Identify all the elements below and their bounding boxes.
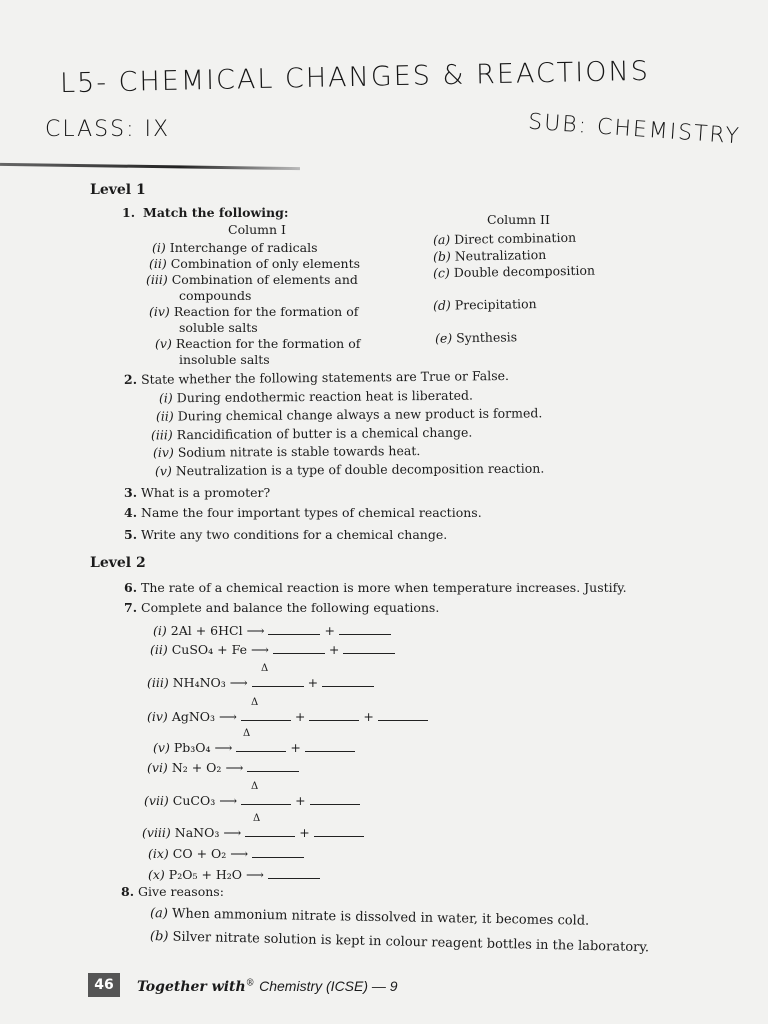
handwritten-class: CLASS: IX <box>45 117 171 142</box>
equation-row: (iii) NH₄NO₃ ⟶ + <box>147 674 374 690</box>
arrow-icon: ⟶ <box>225 760 244 775</box>
col1-row: (i) Interchange of radicals <box>152 240 318 255</box>
answer-blank[interactable] <box>309 708 359 721</box>
answer-blank[interactable] <box>236 739 286 752</box>
answer-blank[interactable] <box>241 708 291 721</box>
arrow-icon: ⟶ <box>246 623 265 638</box>
answer-blank[interactable] <box>241 792 291 805</box>
q1-number: 1. <box>122 205 136 220</box>
arrow-icon: ⟶ <box>250 642 269 657</box>
heat-symbol: Δ <box>251 781 259 792</box>
list-item: (iv) Sodium nitrate is stable towards heat. <box>152 443 421 460</box>
q8-reason: (b) Silver nitrate solution is kept in colour reagent bottles in the laboratory. <box>149 929 650 956</box>
equation-row: (vi) N₂ + O₂ ⟶ <box>147 759 299 775</box>
q6: 6. The rate of a chemical reaction is more when temperature increases. Justify. <box>124 580 627 595</box>
col1-row: (v) Reaction for the formation of <box>155 336 361 351</box>
list-item: (i) During endothermic reaction heat is liberated. <box>158 387 474 406</box>
equation-row: (iv) AgNO₃ ⟶ + + <box>147 708 428 724</box>
equation-row: (viii) NaNO₃ ⟶ + <box>142 824 364 840</box>
list-item: (ii) During chemical change always a new product is formed. <box>155 405 543 424</box>
q8: 8. Give reasons: <box>121 884 224 899</box>
q4: 4. Name the four important types of chemical reactions. <box>124 505 482 520</box>
arrow-icon: ⟶ <box>219 793 238 808</box>
col2-row: (d) Precipitation <box>432 296 537 313</box>
col2-row: (c) Double decomposition <box>432 262 596 281</box>
equation-row: (ix) CO + O₂ ⟶ <box>148 845 304 861</box>
level2-heading: Level 2 <box>90 555 146 571</box>
handwritten-subject: SUB: CHEMISTRY <box>527 109 742 150</box>
list-item: (iii) Rancidification of butter is a chemical change. <box>150 424 473 443</box>
answer-blank[interactable] <box>314 824 364 837</box>
heat-symbol: Δ <box>253 813 261 824</box>
answer-blank[interactable] <box>268 866 320 879</box>
col1-row: insoluble salts <box>179 352 270 367</box>
answer-blank[interactable] <box>310 792 360 805</box>
col1-row: soluble salts <box>179 320 258 335</box>
heat-symbol: Δ <box>261 663 269 674</box>
arrow-icon: ⟶ <box>229 675 248 690</box>
arrow-icon: ⟶ <box>246 867 264 882</box>
answer-blank[interactable] <box>305 739 355 752</box>
answer-blank[interactable] <box>245 824 295 837</box>
column1-heading: Column I <box>228 222 286 237</box>
q5: 5. Write any two conditions for a chemical change. <box>124 527 448 542</box>
answer-blank[interactable] <box>343 641 395 654</box>
heat-symbol: Δ <box>251 697 259 708</box>
equation-row: (x) P₂O₅ + H₂O ⟶ <box>148 866 320 882</box>
arrow-icon: ⟶ <box>214 740 233 755</box>
equation-row: (ii) CuSO₄ + Fe ⟶ + <box>150 641 395 657</box>
column2-heading: Column II <box>487 212 550 227</box>
answer-blank[interactable] <box>252 674 304 687</box>
answer-blank[interactable] <box>247 759 299 772</box>
answer-blank[interactable] <box>268 622 320 635</box>
arrow-icon: ⟶ <box>223 825 242 840</box>
page-number: 46 <box>88 973 120 997</box>
list-item: (v) Neutralization is a type of double decomposition reaction. <box>154 460 545 479</box>
col2-row: (e) Synthesis <box>434 329 518 346</box>
answer-blank[interactable] <box>378 708 428 721</box>
q8-reason: (a) When ammonium nitrate is dissolved in water, it becomes cold. <box>149 906 590 929</box>
equation-row: (v) Pb₃O₄ ⟶ + <box>153 739 355 755</box>
footer-brand: Together with® Chemistry (ICSE) — 9 <box>137 978 398 995</box>
answer-blank[interactable] <box>273 641 325 654</box>
q7: 7. Complete and balance the following equations. <box>124 600 440 615</box>
arrow-icon: ⟶ <box>230 846 249 861</box>
q3: 3. What is a promoter? <box>124 485 271 500</box>
answer-blank[interactable] <box>252 845 304 858</box>
equation-row: (i) 2Al + 6HCl ⟶ + <box>153 622 391 638</box>
arrow-icon: ⟶ <box>219 709 237 724</box>
answer-blank[interactable] <box>339 622 391 635</box>
handwritten-title: L5- CHEMICAL CHANGES & REACTIONS <box>59 55 651 100</box>
answer-blank[interactable] <box>322 674 374 687</box>
q1-text: Match the following: <box>143 205 289 220</box>
level1-heading: Level 1 <box>90 182 146 198</box>
col2-row: (b) Neutralization <box>432 247 547 264</box>
equation-row: (vii) CuCO₃ ⟶ + <box>144 792 360 808</box>
col1-row: (iii) Combination of elements and <box>146 272 358 287</box>
col2-row: (a) Direct combination <box>432 229 577 248</box>
q2: 2. State whether the following statements are True or False. <box>123 367 510 388</box>
heat-symbol: Δ <box>243 728 251 739</box>
col1-row: (iv) Reaction for the formation of <box>149 304 359 319</box>
header-rule <box>0 163 300 170</box>
col1-row: (ii) Combination of only elements <box>149 256 361 271</box>
col1-row: compounds <box>179 288 252 303</box>
